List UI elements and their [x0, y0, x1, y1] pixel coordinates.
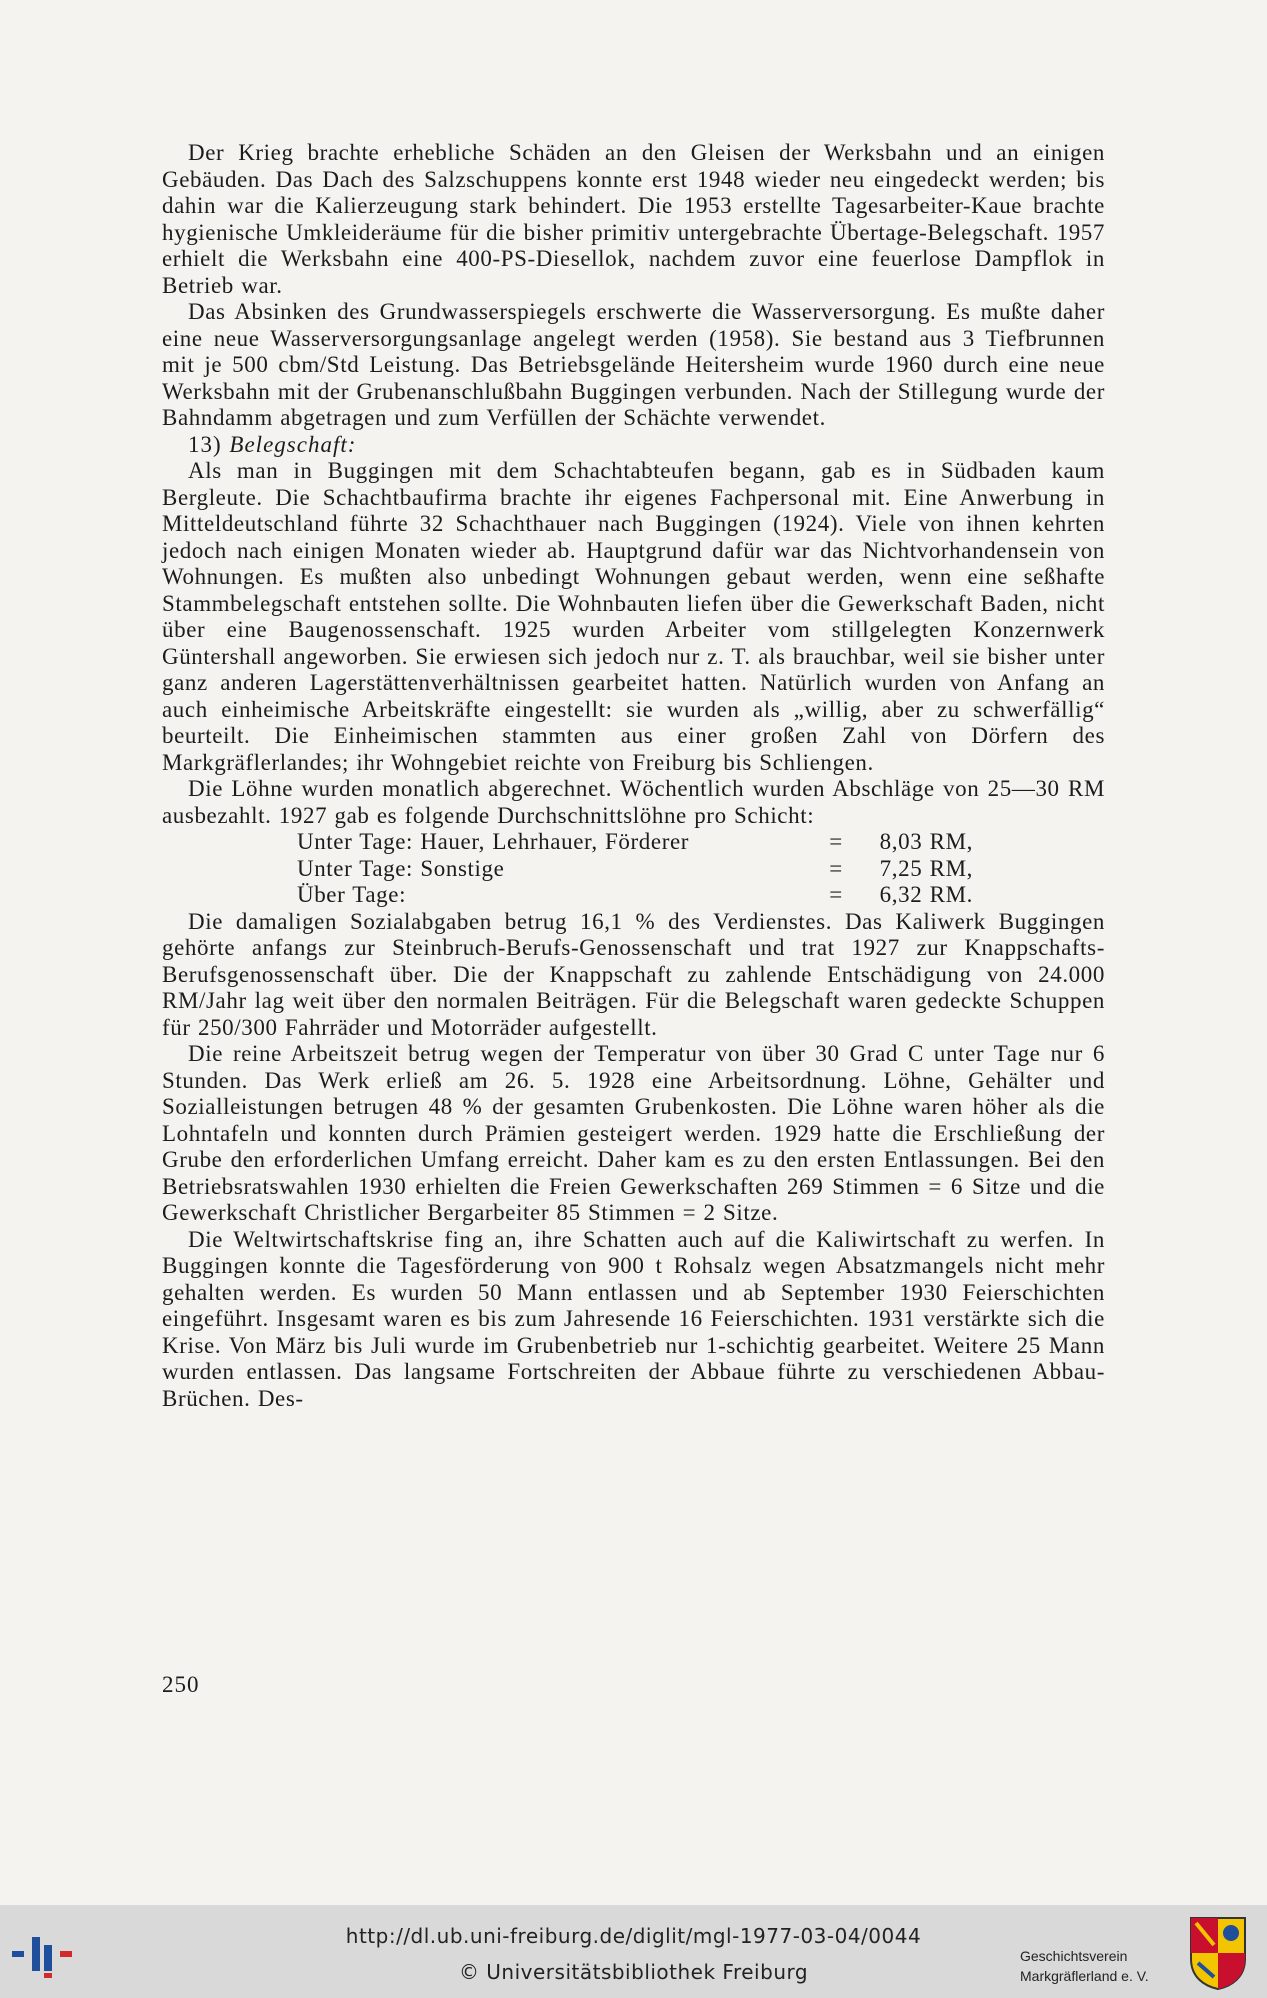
paragraph: Der Krieg brachte erhebliche Schäden an den Gleisen der Werksbahn und an einigen Gebäuden. Das Dach des Salzschuppens konnte erst 1948 wieder neu eingedeckt werden; bis dahin war die Kalierzeugung stark behindert. Die 1953 erstellte Tagesarbeiter-Kaue brachte hygienische Umkleideräume für die bisher primitiv untergebrachte Übertage-Belegschaft. 1957 erhielt die Werksbahn eine 400-PS-Diesellok, nachdem zuvor eine feuerlose Dampflok in Betrieb war. — [162, 140, 1105, 298]
section-title: Belegschaft: — [229, 431, 357, 457]
coat-of-arms-icon — [1188, 1915, 1248, 1991]
wage-value: 6,32 RM. — [879, 882, 973, 907]
section-number: 13) — [188, 431, 222, 457]
paragraph: Die damaligen Sozialabgaben betrug 16,1 % des Verdienstes. Das Kaliwerk Buggingen gehörte anfangs zur Steinbruch-Berufs-Genossenschaft und trat 1927 zur Knappschafts-Berufsgenossenschaft über. Die der Knappschaft zu zahlende Entschädigung von 24.000 RM/Jahr lag weit über den normalen Beiträgen. Für die Belegschaft waren gedeckte Schuppen für 250/300 Fahrräder und Motorräder aufgestellt. — [162, 908, 1105, 1040]
page-number: 250 — [162, 1672, 200, 1697]
wage-equals: = — [829, 829, 843, 854]
paragraph: Die reine Arbeitszeit betrug wegen der Temperatur von über 30 Grad C unter Tage nur 6 Stunden. Das Werk erließ am 26. 5. 1928 eine Arbeitsordnung. Löhne, Gehälter und Sozialleistungen betrugen 48 % der gesamten Grubenkosten. Die Löhne waren höher als die Lohntafeln und konnten durch Prämien gesteigert werden. 1929 hatte die Erschließung der Grube den erforderlichen Umfang erreicht. Daher kam es zu den ersten Entlassungen. Bei den Betriebsratswahlen 1930 erhielten die Freien Gewerkschaften 269 Stimmen = 6 Sitze und die Gewerkschaft Christlicher Bergarbeiter 85 Stimmen = 2 Sitze. — [162, 1041, 1105, 1225]
wage-value: 8,03 RM, — [879, 829, 973, 854]
society-name-line: Markgräflerland e. V. — [1020, 1968, 1149, 1984]
wage-row — [297, 882, 973, 909]
body-text — [162, 140, 1105, 1412]
society-name — [1020, 1946, 1170, 1986]
section-heading — [162, 432, 1105, 459]
wage-value: 7,25 RM, — [879, 855, 973, 881]
society-name-line: Geschichtsverein — [1020, 1948, 1128, 1964]
wage-equals: = — [829, 882, 843, 907]
paragraph: Das Absinken des Grundwasserspiegels erschwerte die Wasserversorgung. Es mußte daher eine neue Wasserversorgungsanlage angelegt werden (1958). Sie bestand aus 3 Tiefbrunnen mit je 500 cbm/Std Leistung. Das Betriebsgelände Heitersheim wurde 1960 durch eine neue Werksbahn mit der Grubenanschlußbahn Buggingen verbunden. Nach der Stillegung wurde der Bahndamm abgetragen und zum Verfüllen der Schächte verwendet. — [162, 299, 1105, 430]
wage-label: Unter Tage: Sonstige — [297, 855, 505, 881]
wage-row — [297, 829, 973, 856]
wage-label: Unter Tage: Hauer, Lehrhauer, Förderer — [297, 829, 690, 854]
wage-label: Über Tage: — [297, 882, 407, 907]
paragraph: Die Löhne wurden monatlich abgerechnet. Wöchentlich wurden Abschläge von 25—30 RM ausbezahlt. 1927 gab es folgende Durchschnittslöhne pro Schicht: — [162, 776, 1105, 828]
paragraph: Die Weltwirtschaftskrise fing an, ihre Schatten auch auf die Kaliwirtschaft zu werfen. In Buggingen konnte die Tagesförderung von 900 t Rohsalz wegen Absatzmangels nicht mehr gehalten werden. Es wurden 50 Mann entlassen und ab September 1930 Feierschichten eingeführt. Insgesamt waren es bis zum Jahresende 16 Feierschichten. 1931 verstärkte sich die Krise. Von März bis Juli wurde im Grubenbetrieb nur 1-schichtig gearbeitet. Weitere 25 Mann wurden entlassen. Das langsame Fortschreiten der Abbaue führte zu verschiedenen Abbau-Brüchen. Des- — [162, 1226, 1105, 1411]
copyright-text: © Universitätsbibliothek Freiburg — [458, 1960, 809, 1984]
wage-table — [297, 829, 973, 909]
wage-equals: = — [829, 855, 843, 881]
paragraph: Als man in Buggingen mit dem Schachtabteufen begann, gab es in Südbaden kaum Bergleute. Die Schachtbaufirma brachte ihr eigenes Fachpersonal mit. Eine Anwerbung in Mitteldeutschland führte 32 Schachthauer nach Buggingen (1924). Viele von ihnen kehrten jedoch nach einigen Monaten wieder ab. Hauptgrund dafür war das Nichtvorhandensein von Wohnungen. Es mußten also unbedingt Wohnungen gebaut werden, wenn eine seßhafte Stammbelegschaft entstehen sollte. Die Wohnbauten liefen über die Gewerkschaft Baden, nicht über eine Baugenossenschaft. 1925 wurden Arbeiter vom stillgelegten Konzernwerk Güntershall angeworben. Sie erwiesen sich jedoch nur z. T. als brauchbar, weil sie bisher unter ganz anderen Lagerstättenverhältnissen gearbeitet hatten. Natürlich wurden von Anfang an auch einheimische Arbeitskräfte eingestellt: sie wurden als „willig, aber zu schwerfällig“ beurteilt. Die Einheimischen stammten aus einer großen Zahl von Dörfern des Markgräflerlandes; ihr Wohngebiet reichte von Freiburg bis Schliengen. — [162, 458, 1105, 775]
wage-row — [297, 856, 973, 883]
document-url-link[interactable]: http://dl.ub.uni-freiburg.de/diglit/mgl-1977-03-04/0044 — [345, 1924, 922, 1948]
footer-bar — [0, 1905, 1267, 1998]
